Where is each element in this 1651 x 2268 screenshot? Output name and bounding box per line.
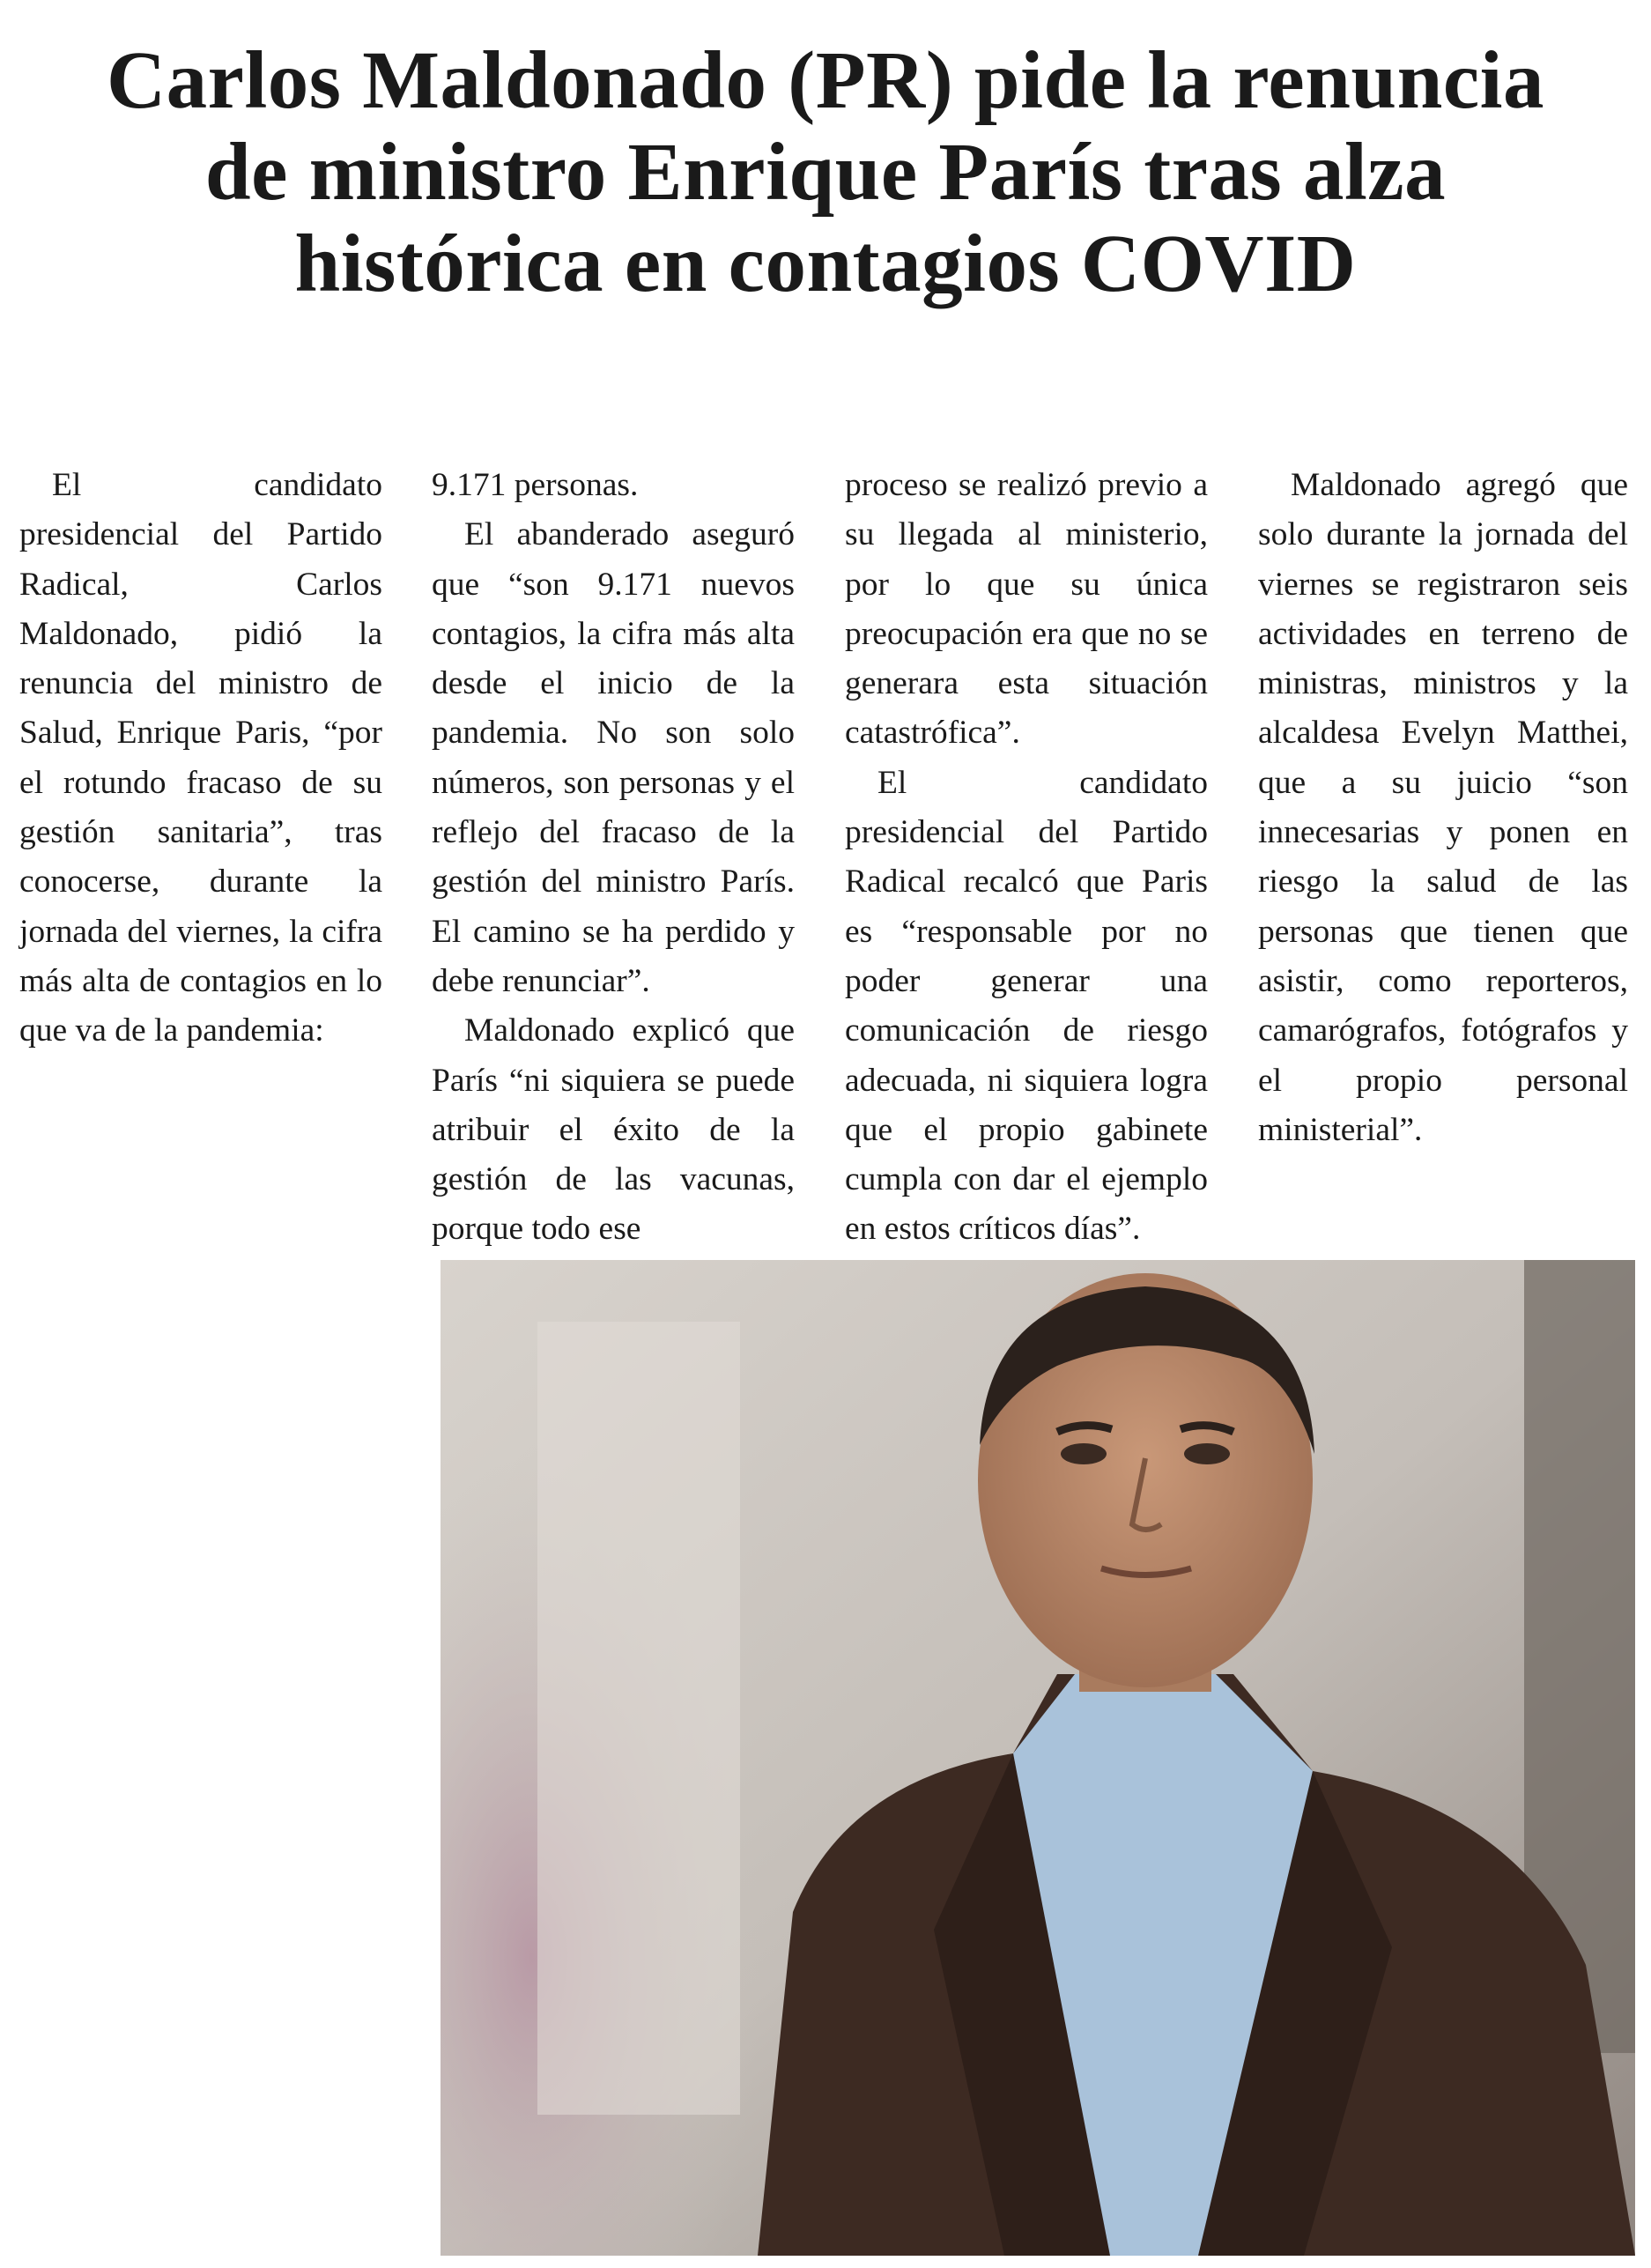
paragraph: El abanderado aseguró que “son 9.171 nuevos contagios, la cifra más alta desde el inicio de la pandemia. No son solo números, son personas y el reflejo del fracaso de la gestión del ministro París. El camino se ha perdido y debe renunciar”. <box>432 516 795 999</box>
paragraph: El candidato presidencial del Partido Radical recalcó que Paris es “responsable por no poder generar una comunicación de riesgo adecuada, ni siquiera logra que el propio gabinete cumpla con dar el ejemplo en estos críticos días”. <box>845 764 1208 1248</box>
portrait-photo <box>441 1260 1635 2256</box>
paragraph: 9.171 personas. <box>432 467 639 503</box>
article-column-1 <box>19 461 382 1056</box>
article-column-3 <box>845 461 1208 1255</box>
eye-right <box>1184 1443 1230 1464</box>
headline: Carlos Maldonado (PR) pide la renuncia de ministro Enrique París tras alza histórica en contagios COVID <box>107 35 1544 309</box>
portrait-illustration <box>441 1260 1635 2256</box>
paragraph: Maldonado agregó que solo durante la jornada del viernes se registraron seis actividades en terreno de ministras, ministros y la alcaldesa Evelyn Matthei, que a su juicio “son innecesarias y ponen en riesgo la salud de las personas que tienen que asistir, como reporteros, camarógrafos, fotógrafos y el propio personal ministerial”. <box>1258 467 1628 1148</box>
article-column-4 <box>1258 461 1628 1155</box>
paragraph: Maldonado explicó que París “ni siquiera se puede atribuir el éxito de la gestión de las vacunas, porque todo ese <box>432 1012 795 1248</box>
blurred-column <box>537 1322 740 2115</box>
eye-left <box>1061 1443 1107 1464</box>
paragraph: El candidato presidencial del Partido Radical, Carlos Maldonado, pidió la renuncia del ministro de Salud, Enrique Paris, “por el rotundo fracaso de su gestión sanitaria”, tras conocerse, durante la jornada del viernes, la cifra más alta de contagios en lo que va de la pandemia: <box>19 467 382 1049</box>
article-column-2 <box>432 461 795 1255</box>
paragraph: proceso se realizó previo a su llegada al ministerio, por lo que su única preocupación era que no se generara esta situación catastrófica”. <box>845 467 1208 752</box>
